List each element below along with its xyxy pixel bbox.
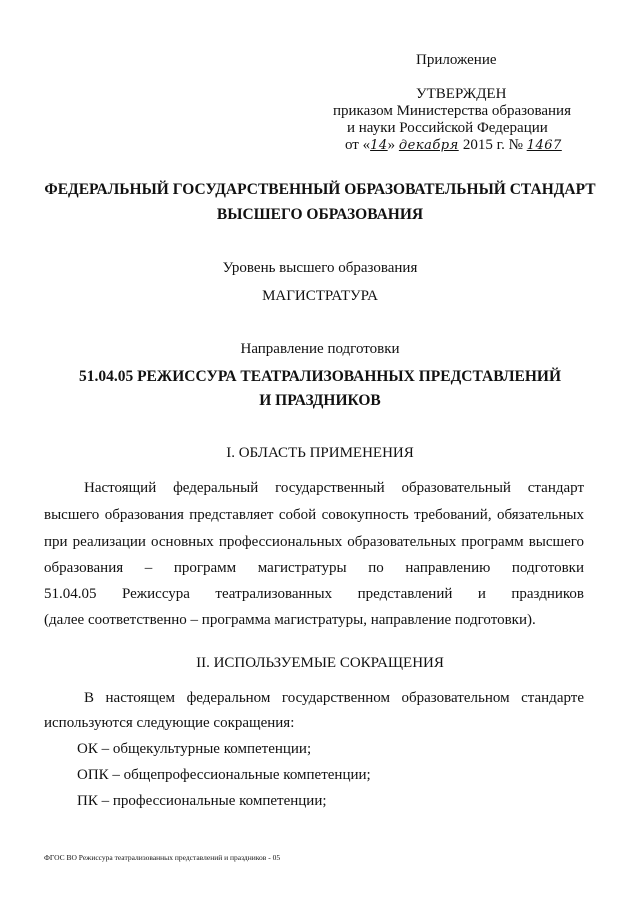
section-1-line: образования – программ магистратуры по направлению подготовки	[44, 560, 584, 576]
level-label: Уровень высшего образования	[222, 260, 418, 276]
direction-title-line-2: И ПРАЗДНИКОВ	[259, 392, 381, 409]
abbreviation-item: ПК – профессиональные компетенции;	[77, 793, 327, 809]
section-1-line: высшего образования представляет собой совокупность требований, обязательных	[44, 507, 584, 523]
direction-label: Направление подготовки	[240, 341, 400, 357]
order-date-line	[345, 137, 562, 154]
section-1-line: (далее соответственно – программа магистратуры, направление подготовки).	[44, 612, 536, 628]
abbreviation-item: ОК – общекультурные компетенции;	[77, 741, 312, 757]
date-day-handwritten: 14	[370, 138, 388, 153]
date-mid: »	[387, 137, 396, 153]
section-2-intro-line-2: используются следующие сокращения:	[44, 715, 295, 731]
date-prefix: от «	[345, 137, 371, 153]
section-1-line: Настоящий федеральный государственный образовательный стандарт	[84, 480, 584, 496]
section-1-line: при реализации основных профессиональных образовательных программ высшего	[44, 534, 584, 550]
date-year: 2015 г. №	[462, 137, 523, 153]
document-title-line-1: ФЕДЕРАЛЬНЫЙ ГОСУДАРСТВЕННЫЙ ОБРАЗОВАТЕЛЬНЫЙ СТАНДАРТ	[44, 181, 596, 198]
approved-label: УТВЕРЖДЕН	[416, 86, 507, 102]
section-2-intro-line-1: В настоящем федеральном государственном образовательном стандарте	[84, 690, 584, 706]
order-line-1: приказом Министерства образования	[333, 103, 571, 119]
appendix-label: Приложение	[416, 52, 497, 68]
section-1-heading: I. ОБЛАСТЬ ПРИМЕНЕНИЯ	[226, 445, 414, 461]
section-1-line: 51.04.05 Режиссура театрализованных представлений и праздников	[44, 586, 584, 602]
date-month-handwritten: декабря	[398, 138, 459, 153]
order-number-handwritten: 1467	[526, 138, 562, 153]
document-title-line-2: ВЫСШЕГО ОБРАЗОВАНИЯ	[216, 206, 424, 223]
level-value: МАГИСТРАТУРА	[262, 288, 378, 304]
order-line-2: и науки Российской Федерации	[347, 120, 548, 136]
direction-title-line-1: 51.04.05 РЕЖИССУРА ТЕАТРАЛИЗОВАННЫХ ПРЕДСТАВЛЕНИЙ	[78, 368, 562, 385]
abbreviation-item: ОПК – общепрофессиональные компетенции;	[77, 767, 371, 783]
section-2-heading: II. ИСПОЛЬЗУЕМЫЕ СОКРАЩЕНИЯ	[196, 655, 444, 671]
page-footer: ФГОС ВО Режиссура театрализованных представлений и праздников - 05	[44, 853, 281, 862]
